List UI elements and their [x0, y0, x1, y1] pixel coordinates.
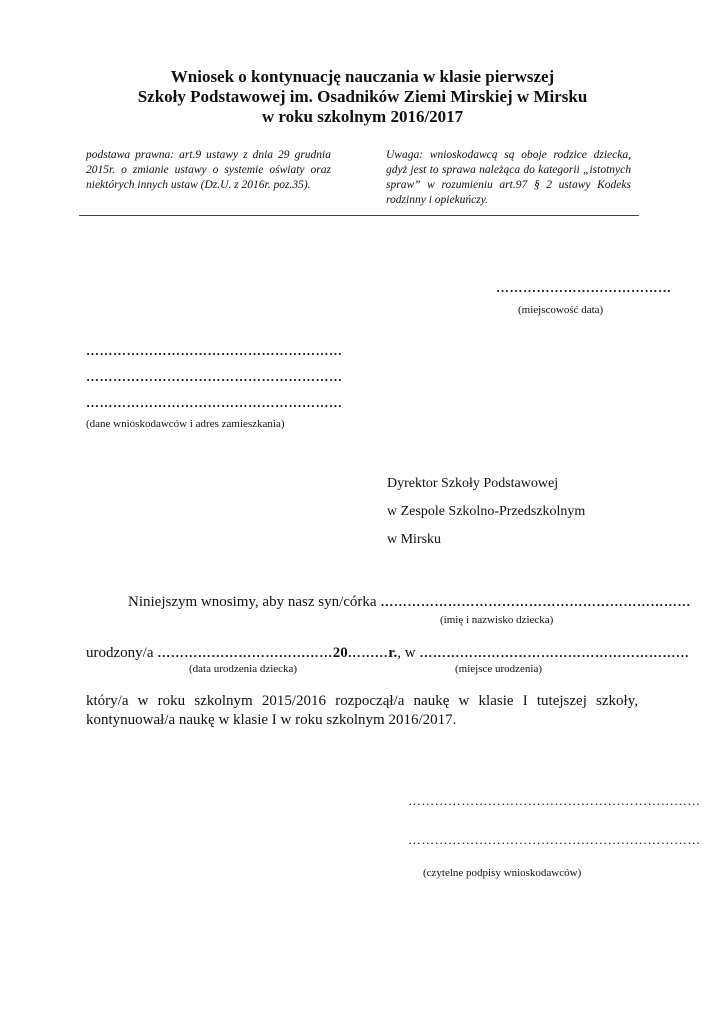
year-suffix: r.: [388, 645, 398, 661]
addressee-block: [387, 470, 585, 554]
signature-line-1[interactable]: …………………………………………………………: [408, 793, 701, 808]
applicants-caption: (dane wnioskodawców i adres zamieszkania): [86, 418, 285, 430]
applicant-line-3[interactable]: …………………………………………………: [86, 395, 343, 410]
place-date-field[interactable]: …………………………………: [496, 280, 672, 295]
birth-date-field[interactable]: …………………………………: [157, 645, 333, 660]
birth-place-caption: (miejsce urodzenia): [455, 663, 543, 675]
legal-note: Uwaga: wnioskodawcą są oboje rodzice dziecka, gdyż jest to sprawa należąca do kategorii „istotnych spraw” w rozumieniu art.97 § 2 ustawy Kodeks rodzinny i opiekuńczy.: [386, 149, 631, 206]
applicant-line-1[interactable]: …………………………………………………: [86, 343, 343, 358]
request-line: [128, 594, 691, 611]
applicant-line-2[interactable]: …………………………………………………: [86, 369, 343, 384]
title-line-1: Wniosek o kontynuację nauczania w klasie pierwszej: [170, 67, 555, 86]
birth-year-field[interactable]: ………: [347, 645, 389, 660]
year-prefix: 20: [332, 645, 348, 661]
signature-line-2[interactable]: …………………………………………………………: [408, 832, 701, 847]
place-date-caption: (miejscowość data): [518, 304, 604, 316]
addressee-line-1: Dyrektor Szkoły Podstawowej: [387, 476, 559, 491]
addressee-line-3: w Mirsku: [387, 532, 442, 547]
document-title: [60, 67, 665, 127]
child-name-caption: (imię i nazwisko dziecka): [440, 614, 554, 626]
born-label: urodzony/a: [86, 645, 154, 661]
place-separator: , w: [397, 645, 416, 661]
birth-line: [86, 645, 689, 662]
child-name-field[interactable]: ……………………………………………………………: [380, 594, 691, 609]
signatures-caption: (czytelne podpisy wnioskodawców): [423, 867, 582, 879]
birth-date-caption: (data urodzenia dziecka): [189, 663, 298, 675]
continuation-paragraph: który/a w roku szkolnym 2015/2016 rozpoczął/a naukę w klasie I tutejszej szkoły, kontynuował/a naukę w klasie I w roku szkolnym 2016/2017.: [86, 693, 638, 728]
birth-place-field[interactable]: ……………………………………………………: [419, 645, 690, 660]
request-text: Niniejszym wnosimy, aby nasz syn/córka: [128, 594, 377, 610]
header-divider: [79, 215, 639, 216]
addressee-line-2: w Zespole Szkolno-Przedszkolnym: [387, 504, 586, 519]
title-line-3: w roku szkolnym 2016/2017: [261, 107, 464, 126]
title-line-2: Szkoły Podstawowej im. Osadników Ziemi Mirskiej w Mirsku: [137, 87, 588, 106]
legal-basis: podstawa prawna: art.9 ustawy z dnia 29 grudnia 2015r. o zmianie ustawy o systemie oświaty oraz niektórych innych ustaw (Dz.U. z 2016r. poz.35).: [86, 149, 331, 191]
